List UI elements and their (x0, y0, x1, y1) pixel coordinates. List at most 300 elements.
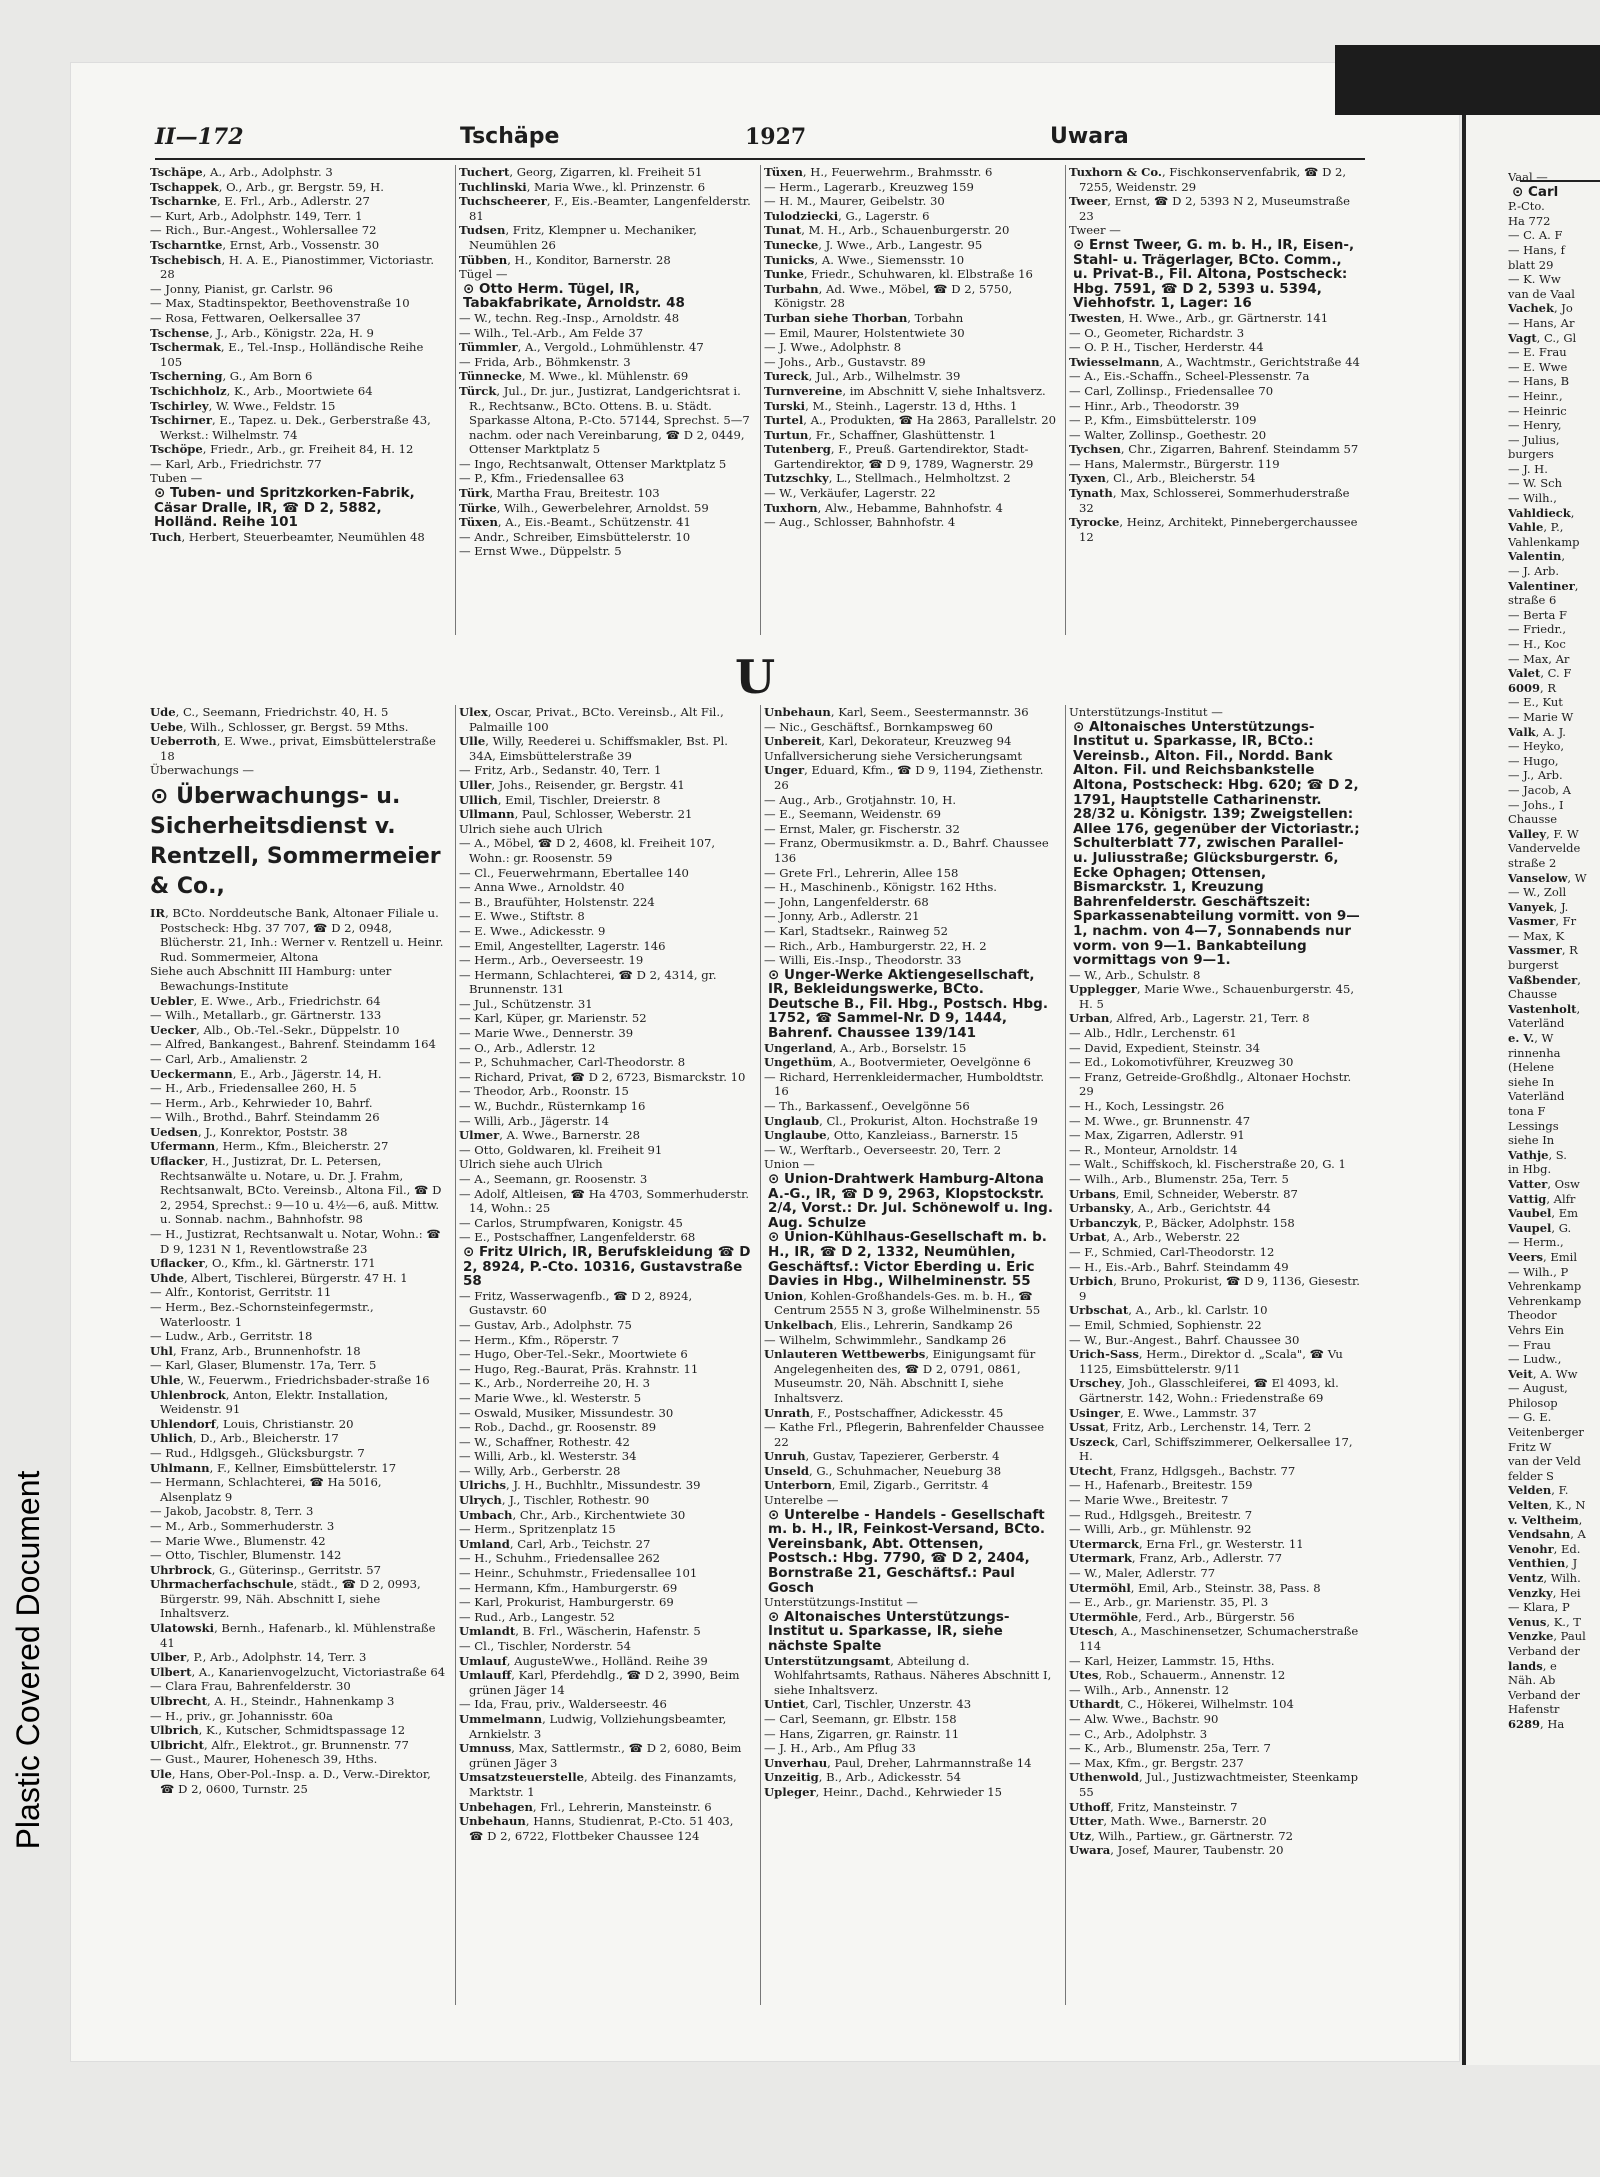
side-label: Plastic Covered Document (10, 1470, 46, 1850)
directory-entry: Veitenberger (1508, 1425, 1584, 1440)
directory-entry: — H., Hafenarb., Breitestr. 159 (1069, 1478, 1253, 1493)
directory-entry: 6009, R (1508, 680, 1556, 695)
directory-entry: — Aug., Arb., Grotjahnstr. 10, H. (764, 792, 957, 807)
directory-entry: — Ernst Wwe., Düppelstr. 5 (459, 544, 622, 559)
directory-entry: — Ludw., Arb., Gerritstr. 18 (150, 1329, 313, 1344)
directory-entry: — W., Bur.-Angest., Bahrf. Chaussee 30 (1069, 1332, 1300, 1347)
directory-entry: Vanyek, J. (1508, 899, 1569, 914)
directory-entry: — Heyko, (1508, 739, 1565, 754)
directory-entry: 6289, Ha (1508, 1716, 1565, 1731)
directory-entry: — Karl, Prokurist, Hamburgerstr. 69 (459, 1595, 674, 1610)
directory-entry: Vehrs Ein (1508, 1322, 1564, 1337)
directory-entry: Unbereit, Karl, Dekorateur, Kreuzweg 94 (764, 734, 1012, 749)
directory-entry: siehe In (1508, 1074, 1555, 1089)
directory-entry: Tscherning, G., Am Born 6 (150, 369, 313, 384)
directory-entry: — H., Schuhm., Friedensallee 262 (459, 1551, 661, 1566)
directory-entry: siehe In (1508, 1133, 1555, 1148)
directory-entry: Vaupel, G. (1508, 1220, 1572, 1235)
directory-entry: Uller, Johs., Reisender, gr. Bergstr. 41 (459, 777, 685, 792)
directory-entry: ⊙ Tuben- und Spritzkorken-Fabrik, Cäsar Dralle, IR, ☎ D 2, 5882, Holländ. Reihe 101 (154, 485, 415, 531)
directory-entry: Türke, Wilh., Gewerbelehrer, Arnoldst. 59 (459, 500, 709, 515)
directory-entry: — Ed., Lokomotivführer, Kreuzweg 30 (1069, 1055, 1294, 1070)
directory-entry: Turtun, Fr., Schaffner, Glashüttenstr. 1 (764, 427, 997, 442)
directory-entry: P.-Cto. (1508, 199, 1545, 214)
directory-entry: — K. Ww (1508, 272, 1561, 287)
directory-entry: Näh. Ab (1508, 1673, 1556, 1688)
directory-entry: — A., Eis.-Schaffn., Scheel-Plessenstr. 7a (1069, 369, 1310, 384)
directory-entry: — E., Seemann, Weidenstr. 69 (764, 807, 941, 822)
directory-entry: Uhrmacherfachschule, städt., ☎ D 2, 0993, Bürgerstr. 99, Näh. Abschnitt I, siehe Inhaltsverz. (150, 1577, 421, 1621)
directory-entry: — O., Arb., Adlerstr. 12 (459, 1040, 596, 1055)
directory-entry: Ha 772 (1508, 213, 1551, 228)
directory-entry: — Hans, Malermstr., Bürgerstr. 119 (1069, 456, 1280, 471)
header-to: Uwara (1050, 124, 1129, 149)
directory-entry: Ulatowski, Bernh., Hafenarb., kl. Mühlenstraße 41 (150, 1621, 436, 1650)
directory-entry: Ullmann, Paul, Schlosser, Weberstr. 21 (459, 807, 693, 822)
directory-entry: — Frida, Arb., Böhmkenstr. 3 (459, 354, 631, 369)
directory-entry: — Herm., Arb., Oeverseestr. 19 (459, 953, 644, 968)
directory-entry: — Th., Barkassenf., Oevelgönne 56 (764, 1099, 970, 1114)
directory-entry: — Hinr., Arb., Theodorstr. 39 (1069, 398, 1240, 413)
directory-entry: Venzke, Paul (1508, 1629, 1586, 1644)
directory-entry: Tuchlinski, Maria Wwe., kl. Prinzenstr. 6 (459, 179, 706, 194)
directory-entry: — Fritz, Wasserwagenfb., ☎ D 2, 8924, Gustavstr. 60 (459, 1288, 693, 1318)
directory-entry: — Ingo, Rechtsanwalt, Ottenser Marktplatz 5 (459, 456, 727, 471)
directory-entry: Tschirner, E., Tapez. u. Dek., Gerberstraße 43, Werkst.: Wilhelmstr. 74 (150, 413, 431, 442)
directory-entry: — Cl., Feuerwehrmann, Ebertallee 140 (459, 865, 689, 880)
directory-entry: Uflacker, H., Justizrat, Dr. L. Petersen, Rechtsanwälte u. Notare, u. Dr. J. Frahm, Rechtsanwalt, BCto. Vereinsb., Altona Fil., ☎ D 2, 2954, Sprechst.: 9—10 u. 4½—6, auß. Mittw. u. Sonnab. nachm., Bahnhofstr. 98 (150, 1154, 442, 1227)
directory-entry: Vatter, Osw (1508, 1176, 1580, 1191)
directory-entry: Urbans, Emil, Schneider, Weberstr. 87 (1069, 1186, 1298, 1201)
directory-entry: Uthardt, C., Hökerei, Wilhelmstr. 104 (1069, 1697, 1294, 1712)
directory-entry: — Wilh., Metallarb., gr. Gärtnerstr. 133 (150, 1008, 382, 1023)
directory-entry: — H., Justizrat, Rechtsanwalt u. Notar, Wohn.: ☎ D 9, 1231 N 1, Reventlowstraße 23 (150, 1227, 441, 1256)
directory-entry: Unterstützungsamt, Abteilung d. Wohlfahrtsamts, Rathaus. Näheres Abschnitt I, siehe Inhaltsverz. (764, 1653, 1052, 1697)
directory-entry: Verband der (1508, 1687, 1580, 1702)
directory-entry: — Jakob, Jacobstr. 8, Terr. 3 (150, 1504, 314, 1519)
directory-entry: Ungethüm, A., Bootvermieter, Oevelgönne 6 (764, 1055, 1031, 1070)
directory-entry: Ulex, Oscar, Privat., BCto. Vereinsb., Alt Fil., Palmaille 100 (459, 705, 724, 734)
directory-entry: Utermöhl, Emil, Arb., Steinstr. 38, Pass. 8 (1069, 1580, 1321, 1595)
directory-entry: Uebler, E. Wwe., Arb., Friedrichstr. 64 (150, 993, 381, 1008)
directory-entry: Ude, C., Seemann, Friedrichstr. 40, H. 5 (150, 705, 389, 719)
directory-entry: — David, Expedient, Steinstr. 34 (1069, 1040, 1260, 1055)
directory-entry: — E., Kut (1508, 695, 1563, 710)
directory-entry: — Wilh., P (1508, 1264, 1569, 1279)
directory-entry: van de Vaal (1508, 286, 1575, 301)
directory-entry: Fritz W (1508, 1439, 1552, 1454)
directory-entry: Ule, Hans, Ober-Pol.-Insp. a. D., Verw.-Direktor, ☎ D 2, 0600, Turnstr. 25 (150, 1767, 431, 1796)
directory-entry: Tyrocke, Heinz, Architekt, Pinnebergerchaussee 12 (1069, 515, 1358, 544)
directory-entry: Tüxen, A., Eis.-Beamt., Schützenstr. 41 (459, 515, 691, 530)
directory-entry: Hafenstr (1508, 1702, 1560, 1717)
directory-entry: — E. Frau (1508, 345, 1567, 360)
directory-entry: — Willi, Arb., Jägerstr. 14 (459, 1113, 609, 1128)
directory-entry: — E. Wwe., Stiftstr. 8 (459, 909, 585, 924)
directory-entry: Unbehagen, Frl., Lehrerin, Mansteinstr. 6 (459, 1799, 712, 1814)
directory-entry: Unbehaun, Karl, Seem., Seestermannstr. 36 (764, 705, 1029, 719)
directory-entry: — Hans, Zigarren, gr. Rainstr. 11 (764, 1726, 960, 1741)
directory-entry: Tschichholz, K., Arb., Moortwiete 64 (150, 383, 373, 398)
directory-entry: Veers, Emil (1508, 1249, 1578, 1264)
directory-entry: Turban siehe Thorban, Torbahn (764, 310, 964, 325)
directory-entry: — Karl, Küper, gr. Marienstr. 52 (459, 1011, 647, 1026)
directory-entry: Uhl, Franz, Arb., Brunnenhofstr. 18 (150, 1343, 361, 1358)
directory-entry: — Max, Stadtinspektor, Beethovenstraße 10 (150, 296, 410, 311)
directory-entry: v. Veltheim, (1508, 1512, 1583, 1527)
top-column-3 (760, 165, 1060, 635)
directory-entry: Tutzschky, L., Stellmach., Helmholtzst. 2 (764, 471, 1011, 486)
directory-entry: Uhlmann, F., Kellner, Eimsbüttelerstr. 17 (150, 1460, 397, 1475)
directory-entry: — Rosa, Fettwaren, Oelkersallee 37 (150, 310, 361, 325)
directory-entry: Vaterländ (1508, 1016, 1565, 1031)
directory-entry: — O., Geometer, Richardstr. 3 (1069, 325, 1245, 340)
directory-entry: lands, e (1508, 1658, 1557, 1673)
directory-entry: Tümmler, A., Vergold., Lohmühlenstr. 47 (459, 340, 704, 355)
directory-entry: Tunecke, J. Wwe., Arb., Langestr. 95 (764, 237, 983, 252)
directory-entry: Vaßbender, (1508, 972, 1581, 987)
directory-entry: Vahle, P., (1508, 520, 1564, 535)
directory-entry: — Wilhelm, Schwimmlehr., Sandkamp 26 (764, 1332, 1007, 1347)
directory-entry: Philosop (1508, 1395, 1558, 1410)
directory-entry: Union, Kohlen-Großhandels-Ges. m. b. H., ☎ Centrum 2555 N 3, große Wilhelminenstr. 55 (764, 1288, 1041, 1318)
directory-entry: — Rich., Bur.-Angest., Wohlersallee 72 (150, 223, 377, 238)
directory-entry: Vaubel, Em (1508, 1206, 1579, 1221)
directory-entry: Tuxhorn & Co., Fischkonservenfabrik, ☎ D 2, 7255, Weidenstr. 29 (1069, 165, 1347, 194)
bottom-column-1 (150, 705, 450, 2005)
directory-entry: Umsatzsteuerstelle, Abteilg. des Finanzamts, Marktstr. 1 (459, 1770, 737, 1799)
directory-entry: Tuchert, Georg, Zigarren, kl. Freiheit 51 (459, 165, 703, 179)
directory-entry: Utermark, Franz, Arb., Adlerstr. 77 (1069, 1551, 1282, 1566)
directory-entry: — H., Koc (1508, 637, 1566, 651)
directory-entry: straße 2 (1508, 855, 1557, 870)
directory-entry: — W., Schaffner, Rothestr. 42 (459, 1434, 630, 1449)
directory-entry: — Frau (1508, 1337, 1551, 1352)
directory-entry: Vehrenkamp (1508, 1293, 1582, 1308)
directory-entry: Vachek, Jo (1508, 301, 1573, 316)
directory-entry: — Karl, Heizer, Lammstr. 15, Hths. (1069, 1653, 1275, 1668)
directory-entry: Tuchscheerer, F., Eis.-Beamter, Langenfelderstr. 81 (459, 194, 751, 223)
directory-entry: — E., Arb., gr. Marienstr. 35, Pl. 3 (1069, 1595, 1269, 1610)
directory-entry: — Heinr., Schuhmstr., Friedensallee 101 (459, 1566, 698, 1581)
directory-entry: — E., Postschaffner, Langenfelderstr. 68 (459, 1230, 696, 1245)
black-tab (1335, 45, 1600, 115)
directory-entry: — Hugo, (1508, 753, 1559, 768)
page-header (155, 120, 1365, 160)
directory-entry: Tschappek, O., Arb., gr. Bergstr. 59, H. (150, 179, 384, 194)
directory-entry: — Nic., Geschäftsf., Bornkampsweg 60 (764, 719, 993, 734)
directory-entry: — W., Werftarb., Oeverseestr. 20, Terr. 2 (764, 1142, 1002, 1157)
directory-entry: Twesten, H. Wwe., Arb., gr. Gärtnerstr. 141 (1069, 310, 1329, 325)
page-number: II—172 (155, 124, 244, 150)
directory-entry: Theodor (1508, 1308, 1557, 1323)
directory-entry: Umland, Carl, Arb., Teichstr. 27 (459, 1536, 651, 1551)
directory-entry: Utesch, A., Maschinensetzer, Schumacherstraße 114 (1069, 1624, 1359, 1653)
directory-entry: Utter, Math. Wwe., Barnerstr. 20 (1069, 1814, 1267, 1829)
directory-entry: Uhlenbrock, Anton, Elektr. Installation, Weidenstr. 91 (150, 1387, 389, 1417)
directory-entry: Unrath, F., Postschaffner, Adickesstr. 45 (764, 1405, 1004, 1420)
directory-entry: Veit, A. Ww (1508, 1366, 1578, 1381)
directory-entry: Tychsen, Chr., Zigarren, Bahrenf. Steindamm 57 (1069, 442, 1359, 457)
directory-entry: — Ernst, Maler, gr. Fischerstr. 32 (764, 821, 960, 836)
directory-entry: Überwachungs — (150, 763, 254, 778)
directory-entry: — A., Möbel, ☎ D 2, 4608, kl. Freiheit 107, Wohn.: gr. Roosenstr. 59 (459, 836, 716, 865)
directory-entry: — E. Wwe., Adickesstr. 9 (459, 923, 606, 938)
directory-entry: — G. E. (1508, 1410, 1552, 1425)
directory-entry: — Jonny, Arb., Adlerstr. 21 (764, 909, 920, 924)
directory-entry: van der Veld (1508, 1454, 1581, 1469)
directory-entry: ⊙ Unterelbe - Handels - Gesellschaft m. b. H., IR, Feinkost-Versand, BCto. Vereinsbank, Abt. Ottensen, Postsch.: Hbg. 7790, ☎ D 2, 2404, Bornstraße 21, Geschäftsf.: Paul Gosch (768, 1506, 1046, 1596)
directory-entry: Chausse (1508, 987, 1558, 1002)
directory-entry: — R., Monteur, Arnoldstr. 14 (1069, 1142, 1238, 1157)
bottom-column-2 (455, 705, 755, 2005)
top-column-1 (150, 165, 450, 635)
directory-entry: — Heinr., (1508, 388, 1563, 403)
directory-entry: Union — (764, 1157, 815, 1172)
directory-entry: ⊙ Union-Drahtwerk Hamburg-Altona A.-G., IR, ☎ D 9, 2963, Klopstockstr. 2/4, Vorst.: Dr. Jul. Schönewolf u. Ing. Aug. Schulze (768, 1171, 1053, 1231)
directory-entry: Urbanczyk, P., Bäcker, Adolphstr. 158 (1069, 1215, 1295, 1230)
directory-entry: blatt 29 (1508, 257, 1554, 272)
directory-entry: — Clara Frau, Bahrenfelderstr. 30 (150, 1679, 351, 1694)
directory-entry: IR, BCto. Norddeutsche Bank, Altonaer Filiale u. Postscheck: Hbg. 37 707, ☎ D 2, 0948, Blücherstr. 21, Inh.: Werner v. Rentzell u. Heinr. Rud. Sommermeier, Altona (150, 905, 444, 964)
directory-entry: Turbahn, Ad. Wwe., Möbel, ☎ D 2, 5750, Königstr. 28 (764, 281, 1013, 311)
directory-entry: — Johs., I (1508, 797, 1564, 812)
directory-entry: — B., Braufühter, Holstenstr. 224 (459, 894, 655, 909)
directory-entry: Utermöhle, Ferd., Arb., Bürgerstr. 56 (1069, 1609, 1295, 1624)
directory-entry: — W., Verkäufer, Lagerstr. 22 (764, 486, 936, 501)
directory-entry: Ufermann, Herm., Kfm., Bleicherstr. 27 (150, 1139, 389, 1154)
directory-entry: — Herm., Lagerarb., Kreuzweg 159 (764, 179, 974, 194)
directory-entry: — Wilh., Arb., Blumenstr. 25a, Terr. 5 (1069, 1172, 1289, 1186)
directory-entry: felder S (1508, 1468, 1554, 1483)
directory-entry: Tünnecke, M. Wwe., kl. Mühlenstr. 69 (459, 369, 689, 384)
directory-entry: Turski, M., Steinh., Lagerstr. 13 d, Hths. 1 (764, 398, 1018, 413)
directory-entry: — C. A. F (1508, 228, 1563, 243)
bottom-column-4 (1065, 705, 1365, 2005)
directory-entry: ⊙ Carl (1512, 183, 1559, 200)
directory-entry: — Rud., Arb., Langestr. 52 (459, 1609, 615, 1624)
directory-entry: ⊙ Überwachungs- u. Sicherheitsdienst v. Rentzell, Sommermeier & Co., (150, 783, 441, 899)
directory-entry: Unger, Eduard, Kfm., ☎ D 9, 1194, Ziethenstr. 26 (764, 763, 1044, 792)
directory-entry: — Hermann, Schlachterei, ☎ D 2, 4314, gr. Brunnenstr. 131 (459, 967, 717, 997)
directory-entry: — John, Langenfelderstr. 68 (764, 894, 929, 909)
directory-entry: — Oswald, Musiker, Missundestr. 30 (459, 1405, 674, 1420)
directory-entry: — Otto, Goldwaren, kl. Freiheit 91 (459, 1142, 663, 1157)
directory-entry: — H. M., Maurer, Geibelstr. 30 (764, 194, 945, 209)
directory-entry: Utes, Rob., Schauerm., Annenstr. 12 (1069, 1668, 1286, 1683)
directory-entry: Uhlich, D., Arb., Bleicherstr. 17 (150, 1431, 339, 1446)
directory-entry: — Emil, Maurer, Holstentwiete 30 (764, 325, 965, 340)
directory-entry: — K., Arb., Norderreihe 20, H. 3 (459, 1376, 650, 1391)
directory-entry: — Rud., Hdlgsgeh., Glücksburgstr. 7 (150, 1445, 365, 1460)
directory-entry: ⊙ Unger-Werke Aktiengesellschaft, IR, Bekleidungswerke, BCto. Deutsche B., Fil. Hbg., Postsch. Hbg. 1752, ☎ Sammel-Nr. D 9, 1444, Bahrenf. Chaussee 139/141 (768, 966, 1048, 1042)
directory-entry: — Marie Wwe., Breitestr. 7 (1069, 1493, 1229, 1508)
directory-entry: — A., Seemann, gr. Roosenstr. 3 (459, 1172, 648, 1186)
directory-entry: Urban, Alfred, Arb., Lagerstr. 21, Terr. 8 (1069, 1011, 1310, 1026)
directory-entry: Ulle, Willy, Reederei u. Schiffsmakler, Bst. Pl. 34A, Eimsbüttelerstraße 39 (459, 734, 728, 763)
directory-entry: Vehrenkamp (1508, 1279, 1582, 1294)
directory-entry: — Gustav, Arb., Adolphstr. 75 (459, 1317, 632, 1332)
directory-entry: — Max, K (1508, 928, 1565, 943)
directory-entry: Lessings (1508, 1118, 1559, 1133)
directory-entry: Vanselow, W (1508, 870, 1587, 885)
directory-entry: Tügel — (459, 267, 508, 282)
directory-entry: Utecht, Franz, Hdlgsgeh., Bachstr. 77 (1069, 1463, 1296, 1478)
directory-entry: — F., Schmied, Carl-Theodorstr. 12 (1069, 1244, 1275, 1259)
directory-entry: Tudsen, Fritz, Klempner u. Mechaniker, Neumühlen 26 (459, 223, 697, 252)
directory-entry: — Adolf, Altleisen, ☎ Ha 4703, Sommerhuderstr. 14, Wohn.: 25 (459, 1186, 750, 1216)
directory-entry: — Johs., Arb., Gustavstr. 89 (764, 354, 926, 369)
directory-entry: e. V., W (1508, 1031, 1554, 1046)
directory-entry: Vendsahn, A (1508, 1527, 1586, 1542)
directory-entry: ⊙ Altonaisches Unterstützungs-Institut u. Sparkasse, IR, siehe nächste Spalte (768, 1608, 1010, 1654)
directory-entry: Vasmer, Fr (1508, 914, 1577, 929)
next-page-column (1508, 170, 1600, 2020)
directory-entry: Velden, F. (1508, 1483, 1569, 1498)
directory-entry: — Rud., Hdlgsgeh., Breitestr. 7 (1069, 1507, 1253, 1522)
directory-entry: Ulbrecht, A. H., Steindr., Hahnenkamp 3 (150, 1694, 395, 1709)
directory-entry: — Herm., Spritzenplatz 15 (459, 1522, 616, 1537)
directory-entry: — J. Arb. (1508, 564, 1560, 579)
directory-entry: Upleger, Heinr., Dachd., Kehrwieder 15 (764, 1784, 1003, 1799)
directory-entry: Valentin, (1508, 549, 1566, 564)
directory-entry: Tscharntke, Ernst, Arb., Vossenstr. 30 (150, 237, 380, 252)
directory-entry: — H., priv., gr. Johannisstr. 60a (150, 1708, 333, 1723)
directory-entry: — Carl, Seemann, gr. Elbstr. 158 (764, 1711, 957, 1726)
directory-entry: Urbat, A., Arb., Weberstr. 22 (1069, 1230, 1241, 1245)
directory-entry: — Wilh., Arb., Annenstr. 12 (1069, 1682, 1229, 1697)
directory-entry: Tuxhorn, Alw., Hebamme, Bahnhofstr. 4 (764, 500, 1003, 515)
directory-entry: — Franz, Obermusikmstr. a. D., Bahrf. Chaussee 136 (764, 836, 1049, 865)
directory-entry: Ummelmann, Ludwig, Vollziehungsbeamter, Arnkielstr. 3 (459, 1711, 727, 1741)
directory-entry: — Hans, B (1508, 374, 1570, 389)
directory-entry: in Hbg. (1508, 1162, 1552, 1177)
directory-entry: Tutenberg, F., Preuß. Gartendirektor, Stadt-Gartendirektor, ☎ D 9, 1789, Wagnerstr. 29 (764, 442, 1034, 471)
directory-entry: — H., Arb., Friedensallee 260, H. 5 (150, 1081, 357, 1096)
directory-entry: — Willi, Eis.-Insp., Theodorstr. 33 (764, 953, 962, 968)
directory-entry: — Rob., Dachd., gr. Roosenstr. 89 (459, 1420, 657, 1435)
directory-entry: — M. Wwe., gr. Brunnenstr. 47 (1069, 1113, 1251, 1128)
directory-entry: Tüxen, H., Feuerwehrm., Brahmsstr. 6 (764, 165, 993, 179)
directory-entry: Ulrichs, J. H., Buchhltr., Missundestr. 39 (459, 1478, 701, 1493)
directory-entry: ⊙ Altonaisches Unterstützungs-Institut u. Sparkasse, IR, BCto.: Vereinsb., Alton. Fil., Nordd. Bank Alton. Fil. und Reichsbankstelle Altona, Postscheck: Hbg. 620; ☎ D 2, 1791, Hauptstelle Catharinenstr. 28/32 u. Königstr. 139; Zweigstellen: Allee 176, gegenüber der Victoriastr.; Schulterblatt 77, zwischen Parallel- u. Juliusstraße; Glücksburgerstr. 6, Ecke Ophagen; Ottensen, Bismarckstr. 1, Kreuzung Bahrenfelderstr. Geschäftszeit: Sparkassenabteilung vormitt. von 9—1, nachm. von 4—7, Sonnabends nur vorm. von 9—1. Bankabteilung vormittags von 9—1. (1073, 718, 1360, 969)
directory-entry: Tweer — (1069, 223, 1121, 238)
directory-entry: Ulmer, A. Wwe., Barnerstr. 28 (459, 1128, 640, 1143)
directory-entry: — Herm., Bez.-Schornsteinfegermstr., Waterloostr. 1 (150, 1300, 374, 1329)
directory-entry: — W., Zoll (1508, 885, 1567, 900)
directory-entry: Unterstützungs-Institut — (1069, 705, 1223, 719)
directory-entry: Venohr, Ed. (1508, 1541, 1581, 1556)
directory-entry: — Walter, Zollinsp., Goethestr. 20 (1069, 427, 1267, 442)
directory-entry: — W., Buchdr., Rüsternkamp 16 (459, 1099, 646, 1114)
directory-entry: — Wilh., (1508, 491, 1557, 506)
directory-entry: Unterstützungs-Institut — (764, 1595, 918, 1610)
directory-entry: Ulbert, A., Kanarienvogelzucht, Victoriastraße 64 (150, 1664, 446, 1679)
directory-entry: Unterelbe — (764, 1493, 839, 1508)
directory-entry: — Walt., Schiffskoch, kl. Fischerstraße 20, G. 1 (1069, 1157, 1346, 1172)
directory-entry: — Theodor, Arb., Roonstr. 15 (459, 1084, 629, 1099)
directory-entry: ⊙ Ernst Tweer, G. m. b. H., IR, Eisen-, Stahl- u. Trägerlager, BCto. Comm., u. Privat-B., Fil. Altona, Postscheck: Hbg. 7591, ☎ D 2, 5393 u. 5394, Viehhofstr. 1, Lager: 16 (1073, 236, 1355, 312)
directory-entry: Twiesselmann, A., Wachtmstr., Gerichtstraße 44 (1069, 354, 1360, 369)
directory-entry: Uecker, Alb., Ob.-Tel.-Sekr., Düppelstr. 10 (150, 1022, 400, 1037)
directory-entry: — Kurt, Arb., Adolphstr. 149, Terr. 1 (150, 208, 363, 223)
directory-entry: — M., Arb., Sommerhuderstr. 3 (150, 1518, 335, 1533)
directory-entry: Türk, Martha Frau, Breitestr. 103 (459, 486, 660, 501)
directory-entry: — Alfred, Bankangest., Bahrenf. Steindamm 164 (150, 1037, 436, 1052)
directory-entry: — Gust., Maurer, Hohenesch 39, Hths. (150, 1752, 378, 1767)
directory-entry: — Max, Ar (1508, 651, 1570, 666)
directory-entry: — K., Arb., Blumenstr. 25a, Terr. 7 (1069, 1741, 1271, 1756)
directory-entry: Unfallversicherung siehe Versicherungsamt (764, 748, 1023, 763)
directory-entry: Unbehaun, Hanns, Studienrat, P.-Cto. 51 403, ☎ D 2, 6722, Flottbeker Chaussee 124 (459, 1814, 734, 1843)
directory-entry: — Hermann, Schlachterei, ☎ Ha 5016, Alsenplatz 9 (150, 1475, 382, 1504)
directory-entry: — Ida, Frau, priv., Walderseestr. 46 (459, 1697, 667, 1712)
directory-entry: Tschöpe, Friedr., Arb., gr. Freiheit 84, H. 12 (150, 442, 414, 457)
directory-entry: Urschey, Joh., Glasschleiferei, ☎ El 4093, kl. Gärtnerstr. 142, Wohn.: Friedenstraße 69 (1069, 1376, 1339, 1405)
directory-entry: Urbich, Bruno, Prokurist, ☎ D 9, 1136, Giesestr. 9 (1069, 1274, 1360, 1303)
directory-entry: — Max, Kfm., gr. Bergstr. 237 (1069, 1755, 1244, 1770)
directory-entry: Utz, Wilh., Partiew., gr. Gärtnerstr. 72 (1069, 1828, 1293, 1843)
directory-entry: — J. Wwe., Adolphstr. 8 (764, 340, 902, 355)
directory-entry: Siehe auch Abschnitt III Hamburg: unter Bewachungs-Institute (150, 964, 392, 993)
directory-entry: — Grete Frl., Lehrerin, Allee 158 (764, 865, 959, 880)
header-year: 1927 (745, 124, 807, 150)
directory-entry: — W., Arb., Schulstr. 8 (1069, 967, 1201, 982)
bottom-column-3 (760, 705, 1060, 2005)
directory-entry: — Alb., Hdlr., Lerchenstr. 61 (1069, 1026, 1237, 1041)
directory-entry: Vahlenkamp (1508, 534, 1580, 549)
directory-entry: Unzeitig, B., Arb., Adickesstr. 54 (764, 1770, 961, 1785)
directory-entry: Ulbrich, K., Kutscher, Schmidtspassage 12 (150, 1723, 406, 1738)
directory-entry: — Hugo, Ober-Tel.-Sekr., Moortwiete 6 (459, 1347, 688, 1362)
directory-entry: — Hans, Ar (1508, 315, 1575, 330)
directory-entry: Uhle, W., Feuerwm., Friedrichsbader-straße 16 (150, 1372, 430, 1387)
directory-entry: Ueckermann, E., Arb., Jägerstr. 14, H. (150, 1066, 382, 1081)
directory-entry: — Willi, Arb., gr. Mühlenstr. 92 (1069, 1522, 1252, 1537)
directory-entry: — Hugo, Reg.-Baurat, Präs. Krahnstr. 11 (459, 1361, 699, 1376)
directory-entry: — Cl., Tischler, Norderstr. 54 (459, 1639, 631, 1653)
directory-entry: — Heinric (1508, 403, 1567, 418)
directory-entry: — Anna Wwe., Arnoldstr. 40 (459, 880, 625, 895)
directory-entry: — J. H. (1508, 461, 1548, 476)
directory-entry: Tureck, Jul., Arb., Wilhelmstr. 39 (764, 369, 961, 384)
directory-entry: Uedsen, J., Konrektor, Poststr. 38 (150, 1124, 348, 1139)
directory-entry: — Herm., Arb., Kehrwieder 10, Bahrf. (150, 1095, 373, 1110)
directory-entry: — W., Maler, Adlerstr. 77 (1069, 1566, 1216, 1581)
directory-entry: — Ludw., (1508, 1352, 1562, 1367)
directory-entry: Ulrich siehe auch Ulrich (459, 821, 603, 836)
directory-entry: Uszeck, Carl, Schiffszimmerer, Oelkersallee 17, H. (1069, 1434, 1353, 1464)
directory-entry: Vandervelde (1508, 841, 1581, 856)
directory-entry: — Alfr., Kontorist, Gerritstr. 11 (150, 1285, 332, 1300)
directory-entry: — Hans, f (1508, 242, 1565, 257)
directory-entry: Tschense, J., Arb., Königstr. 22a, H. 9 (150, 325, 374, 340)
directory-entry: — Berta F (1508, 607, 1568, 622)
directory-entry: — Marie Wwe., Dennerstr. 39 (459, 1026, 634, 1041)
directory-entry: Unlauteren Wettbewerbs, Einigungsamt für Angelegenheiten des, ☎ D 2, 0791, 0861, Museumstr. 20, Näh. Abschnitt I, siehe Inhaltsverz. (764, 1347, 1036, 1405)
directory-entry: — Emil, Angestellter, Lagerstr. 146 (459, 938, 666, 953)
directory-entry: Tunke, Friedr., Schuhwaren, kl. Elbstraße 16 (764, 267, 1033, 282)
directory-entry: Vaterländ (1508, 1089, 1565, 1104)
directory-entry: Tulodziecki, G., Lagerstr. 6 (764, 208, 930, 223)
directory-entry: — Karl, Stadtsekr., Rainweg 52 (764, 923, 948, 938)
directory-entry: Usinger, E. Wwe., Lammstr. 37 (1069, 1405, 1257, 1420)
directory-entry: Velten, K., N (1508, 1498, 1586, 1513)
directory-entry: — Richard, Herrenkleidermacher, Humboldtstr. 16 (764, 1069, 1045, 1099)
directory-entry: — J., Arb. (1508, 768, 1563, 783)
directory-entry: — Marie Wwe., kl. Westerstr. 5 (459, 1390, 642, 1405)
directory-entry: Unruh, Gustav, Tapezierer, Gerberstr. 4 (764, 1449, 1000, 1464)
